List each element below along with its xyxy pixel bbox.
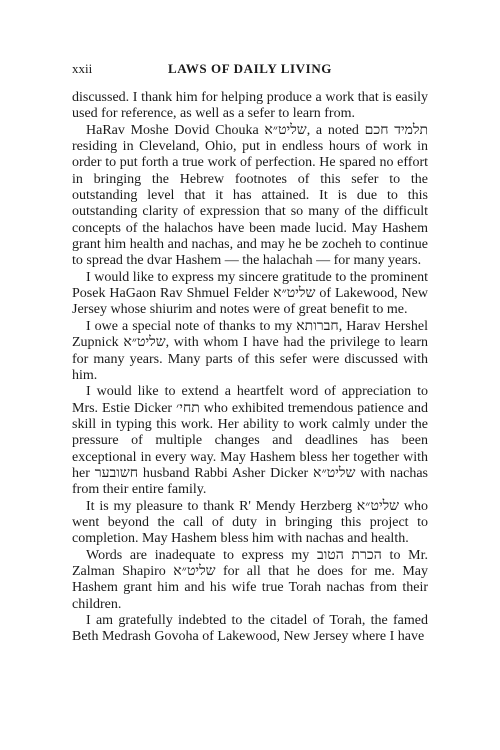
paragraph: I owe a special note of thanks to my חברותא, Harav Hershel Zupnick שליט״א, with whom I have had the privilege to learn for many years. Many parts of this sefer were discussed with him.: [72, 318, 428, 383]
paragraph: It is my pleasure to thank R' Mendy Herzberg שליט״א who went beyond the call of duty in bringing this project to completion. May Hashem bless him with nachas and health.: [72, 498, 428, 547]
page-body: [72, 90, 428, 646]
paragraph: I am gratefully indebted to the citadel of Torah, the famed Beth Medrash Govoha of Lakewood, New Jersey where I have: [72, 613, 428, 645]
paragraph: HaRav Moshe Dovid Chouka שליט״א, a noted תלמיד חכם residing in Cleveland, Ohio, put in endless hours of work in order to put forth a true work of perfection. He spared no effort in bringing the Hebrew footnotes of this sefer to the outstanding level that it has attained. It is due to this outstanding clarity of expression that so many of the difficult concepts of the halachos have been made lucid. May Hashem grant him health and nachas, and may he be zocheh to continue to spread the dvar Hashem — the halachah — for many years.: [72, 122, 429, 269]
page-number: xxii: [72, 61, 93, 76]
paragraph: I would like to extend a heartfelt word of appreciation to Mrs. Estie Dicker תחי׳ who exhibited tremendous patience and skill in typing this work. Her ability to work calmly under the pressure of multiple changes and deadlines has been exceptional in every way. May Hashem bless her together with her חשובער husband Rabbi Asher Dicker שליט״א with nachas from their entire family.: [72, 384, 428, 498]
paragraph: I would like to express my sincere gratitude to the prominent Posek HaGaon Rav Shmuel Felder שליט״א of Lakewood, New Jersey whose shiurim and notes were of great benefit to me.: [72, 269, 429, 318]
paragraph: Words are inadequate to express my הכרת הטוב to Mr. Zalman Shapiro שליט״א for all that he does for me. May Hashem grant him and his wife true Torah nachas from their children.: [72, 547, 428, 612]
paragraph: discussed. I thank him for helping produce a work that is easily used for reference, as well as a sefer to learn from.: [72, 90, 428, 122]
running-title: LAWS OF DAILY LIVING: [167, 61, 333, 76]
